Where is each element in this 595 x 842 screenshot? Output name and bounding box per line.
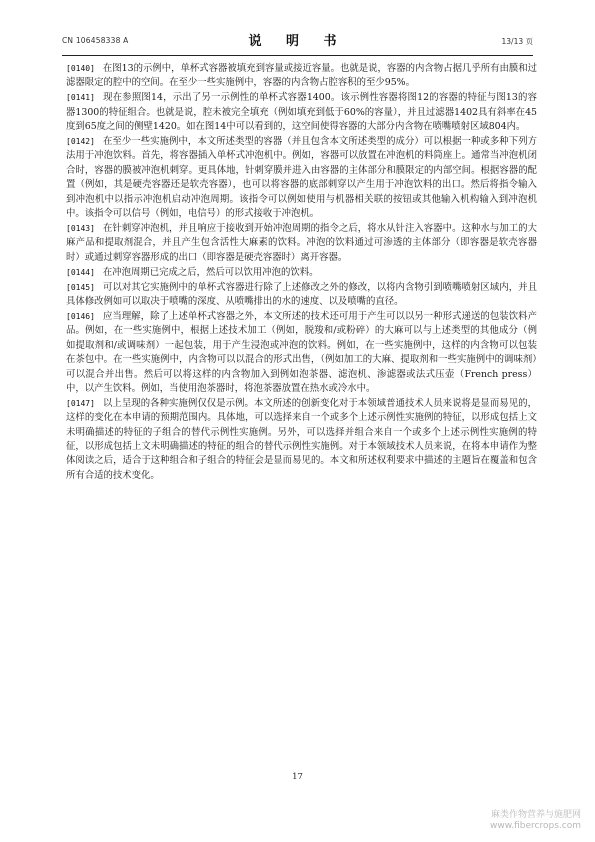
document-body [66,62,537,484]
paragraph-text: 现在参照图14，示出了另一示例性的单杯式容器1400。该示例性容器将图12的容器的特征与图13的容器1300的特征组合。也就是说，腔未被完全填充（例如填充到低于60%的容量），并且过滤器1402具有斜率在45度到65度之间的侧壁1420。如在图14中可以看到的，这空间使得容器的大部分内含物在喷嘴喷射区域804内。 [66,92,537,133]
paragraph-0141 [66,91,537,134]
paragraph-text: 应当理解，除了上述单杯式容器之外，本文所述的技术还可用于产生可以以另一种形式递送的包装饮料产品。例如，在一些实施例中，根据上述技术加工（例如，脱羧和/或粉碎）的大麻可以与上述类型的其他成分（例如提取剂和/或调味剂）一起包装，用于产生浸泡或冲泡的饮料。例如，在一些实施例中，这样的内含物可以包装在茶包中。在一些实施例中，内含物可以以混合的形式出售，（例如加工的大麻、提取剂和一些实施例中的调味剂）可以混合并出售。然后可以将这样的内含物加入到例如泡茶器、滤泡机、渗滤器或法式压壶（French press）中，以产生饮料。例如，当使用泡茶器时，将泡茶器放置在热水或冷水中。 [66,310,537,394]
page-number: 17 [292,772,303,782]
header-divider [62,55,533,56]
paragraph-text: 在针刺穿冲泡机，并且响应于接收到开始冲泡周期的指令之后，将水从针注入容器中。这种水与加工的大麻产品和提取剂混合，并且产生包含活性大麻素的饮料。冲泡的饮料通过可渗透的主体部分（即容器是软壳容器时）或通过刺穿容器形成的出口（即容器是硬壳容器时）离开容器。 [66,222,537,263]
paragraph-text: 在图13的示例中，单杯式容器被填充到容量或接近容量。也就是说，容器的内含物占据几乎所有由膜和过滤器限定的腔中的空间。在至少一些实施例中，容器的内含物占腔容积的至少95%。 [66,63,537,89]
paragraph-number: [0141] [66,93,95,103]
paragraph-text: 在至少一些实施例中，本文所述类型的容器（并且包含本文所述类型的成分）可以根据一种或多种下列方法用于冲泡饮料。首先，将容器插入单杯式冲泡机中。例如，容器可以放置在冲泡机的料筒座上。通常当冲泡机闭合时，容器的膜被冲泡机刺穿。更具体地，针刺穿膜并进入由容器的主体部分和膜限定的内部空间。根据容器的配置（例如，其是硬壳容器还是软壳容器），也可以将容器的底部刺穿以产生用于冲泡饮料的出口。然后将指令输入到冲泡机中以指示冲泡机启动冲泡周期。该指令可以例如使用与机器相关联的按钮或其他输入机构输入到冲泡机中。该指令可以信号（例如，电信号）的形式接收于冲泡机。 [66,136,537,220]
site-watermark [490,810,581,832]
paragraph-0147 [66,397,537,483]
paragraph-number: [0142] [66,137,95,147]
paragraph-0143 [66,222,537,265]
paragraph-0145 [66,281,537,310]
paragraph-number: [0147] [66,398,95,408]
watermark-site-name: 麻类作物营养与施肥网 [490,810,581,820]
paragraph-number: [0146] [66,311,95,321]
publication-number: CN 106458338 A [62,36,129,45]
paragraph-0144 [66,266,537,280]
watermark-url: www.fibercrops.com [490,821,581,831]
page-header [62,30,533,52]
paragraph-text: 可以对其它实施例中的单杯式容器进行除了上述修改之外的修改，以将内含物引到喷嘴喷射区域内，并且具体修改例如可以取决于喷嘴的深度、从喷嘴排出的水的速度、以及喷嘴的直径。 [66,281,537,307]
page-info: 13/13 页 [501,37,533,46]
paragraph-number: [0145] [66,282,95,292]
paragraph-number: [0144] [66,267,95,277]
paragraph-number: [0140] [66,64,95,73]
paragraph-0140 [66,62,537,91]
paragraph-0142 [66,135,537,221]
paragraph-0146 [66,310,537,396]
paragraph-number: [0143] [66,223,95,233]
document-title: 说 明 书 [248,34,347,49]
paragraph-text: 在冲泡周期已完成之后，然后可以饮用冲泡的饮料。 [102,266,319,278]
paragraph-text: 以上呈现的各种实施例仅仅是示例。本文所述的创新变化对于本领域普通技术人员来说将是显而易见的，这样的变化在本申请的预期范围内。具体地，可以选择来自一个或多个上述示例性实施例的特征，以形成包括上文未明确描述的特征的子组合的替代示例性实施例。另外，可以选择并组合来自一个或多个上述示例性实施例的特征，以形成包括上文未明确描述的特征的组合的替代示例性实施例。对于本领域技术人员来说，在将本申请作为整体阅读之后，适合于这种组合和子组合的特征会是显而易见的。本文和所述权利要求中描述的主题旨在覆盖和包含所有合适的技术变化。 [66,397,537,481]
